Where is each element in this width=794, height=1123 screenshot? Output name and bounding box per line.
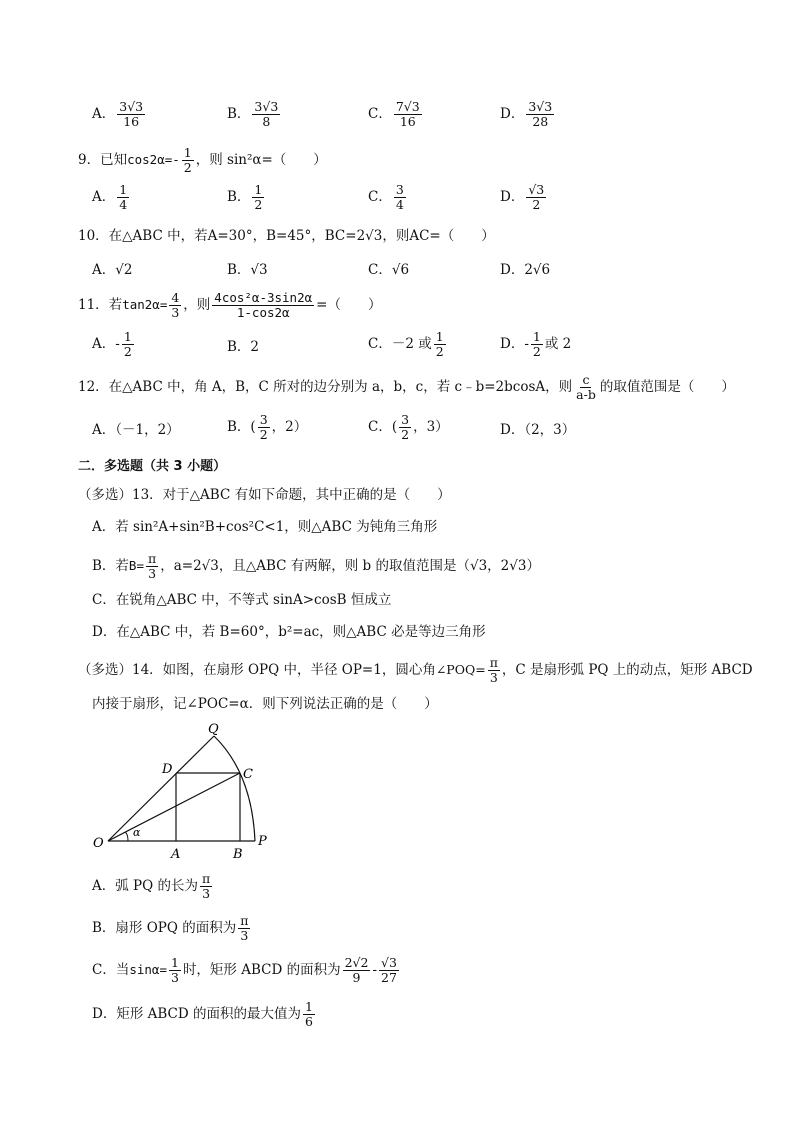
q12-option-b: B．( $\frac{3}{2}$ ，2） — [227, 412, 308, 442]
label-p: P — [258, 834, 267, 849]
q14-stem-line2: 内接于扇形，记∠POC=α．则下列说法正确的是（ ） — [92, 696, 438, 712]
q8-option-a: A． $\frac{3√3}{16}$ — [92, 99, 144, 129]
q13-option-b: B．若B= $\frac{\pi}{3}$ ，a=2√3，且△ABC 有两解，则 b 的取值范围是（√3，2√3） — [92, 551, 540, 581]
label-q: Q — [208, 722, 219, 737]
sector-figure — [90, 718, 280, 863]
q11-option-d: D．- $\frac{1}{2}$ 或 2 — [500, 329, 572, 359]
q10-option-c: C．√6 — [368, 262, 410, 278]
q11-stem: 11．若tan2α= $\frac{4}{3}$ ，则 $\frac{\text{4cos²α-3sin2α}}{1-\cos 2\alpha}$ =（ ） — [78, 290, 382, 320]
q11-option-b: B．2 — [227, 339, 260, 355]
q8-option-c: C． $\frac{7√3}{16}$ — [368, 99, 420, 129]
q10-option-b: B．√3 — [227, 262, 268, 278]
q14-option-c: C．当sinα= $\frac{1}{3}$ 时，矩形 ABCD 的面积为 $\frac{2√2}{9}$ - $\frac{√3}{27}$ — [92, 955, 397, 985]
q13-option-c: C．在锐角△ABC 中，不等式 sinA>cosB 恒成立 — [92, 592, 392, 608]
q11-option-c: C．－2 或 $\frac{1}{2}$ — [368, 329, 444, 359]
q12-stem: 12．在△ABC 中，角 A，B，C 所对的边分别为 a，b，c，若 c﹣b=2bcosA，则 $\frac{c}{a-b}$ 的取值范围是（ ） — [78, 372, 735, 402]
q9-option-a: A． $\frac{1}{4}$ — [92, 182, 128, 212]
q8-option-b: B． $\frac{3√3}{8}$ — [227, 99, 279, 129]
q10-option-d: D．2√6 — [500, 262, 551, 278]
label-b: B — [233, 847, 243, 862]
q13-stem: （多选）13．对于△ABC 有如下命题，其中正确的是（ ） — [78, 487, 451, 503]
label-d: D — [162, 762, 173, 777]
q12-option-a: A．（－1，2） — [92, 422, 180, 438]
q9-option-d: D． $\frac{√3}{2}$ — [500, 182, 545, 212]
q13-option-d: D．在△ABC 中，若 B=60°，b²=ac，则△ABC 必是等边三角形 — [92, 624, 486, 640]
q14-option-b: B．扇形 OPQ 的面积为 $\frac{\pi}{3}$ — [92, 913, 249, 943]
q10-stem: 10．在△ABC 中，若A=30°，B=45°，BC=2√3，则AC=（ ） — [78, 228, 495, 244]
q14-option-d: D．矩形 ABCD 的面积的最大值为 $\frac{1}{6}$ — [92, 999, 313, 1029]
q9-option-c: C． $\frac{3}{4}$ — [368, 182, 404, 212]
label-o: O — [93, 836, 104, 851]
label-c: C — [243, 767, 253, 782]
q14-stem: （多选）14．如图，在扇形 OPQ 中，半径 OP=1，圆心角∠POQ= $\frac{\pi}{3}$ ，C 是扇形弧 PQ 上的动点，矩形 ABCD — [78, 655, 753, 685]
q9-stem: 9．已知cos2α=- $\frac{1}{2}$ ，则 sin²α=（ ） — [78, 145, 327, 175]
q8-option-d: D． $\frac{3√3}{28}$ — [500, 99, 553, 129]
q12-option-c: C．( $\frac{3}{2}$ ，3） — [368, 412, 449, 442]
q9-option-b: B． $\frac{1}{2}$ — [227, 182, 263, 212]
q11-option-a: A．- $\frac{1}{2}$ — [92, 329, 132, 359]
q12-option-d: D．（2，3） — [500, 422, 576, 438]
section-heading-multi-choice: 二．多选题（共 3 小题） — [78, 459, 227, 474]
label-alpha: α — [133, 826, 141, 839]
q14-option-a: A．弧 PQ 的长为 $\frac{\pi}{3}$ — [92, 871, 211, 901]
label-a: A — [171, 847, 181, 862]
q10-option-a: A．√2 — [92, 262, 133, 278]
q13-option-a: A．若 sin²A+sin²B+cos²C<1，则△ABC 为钝角三角形 — [92, 519, 438, 535]
